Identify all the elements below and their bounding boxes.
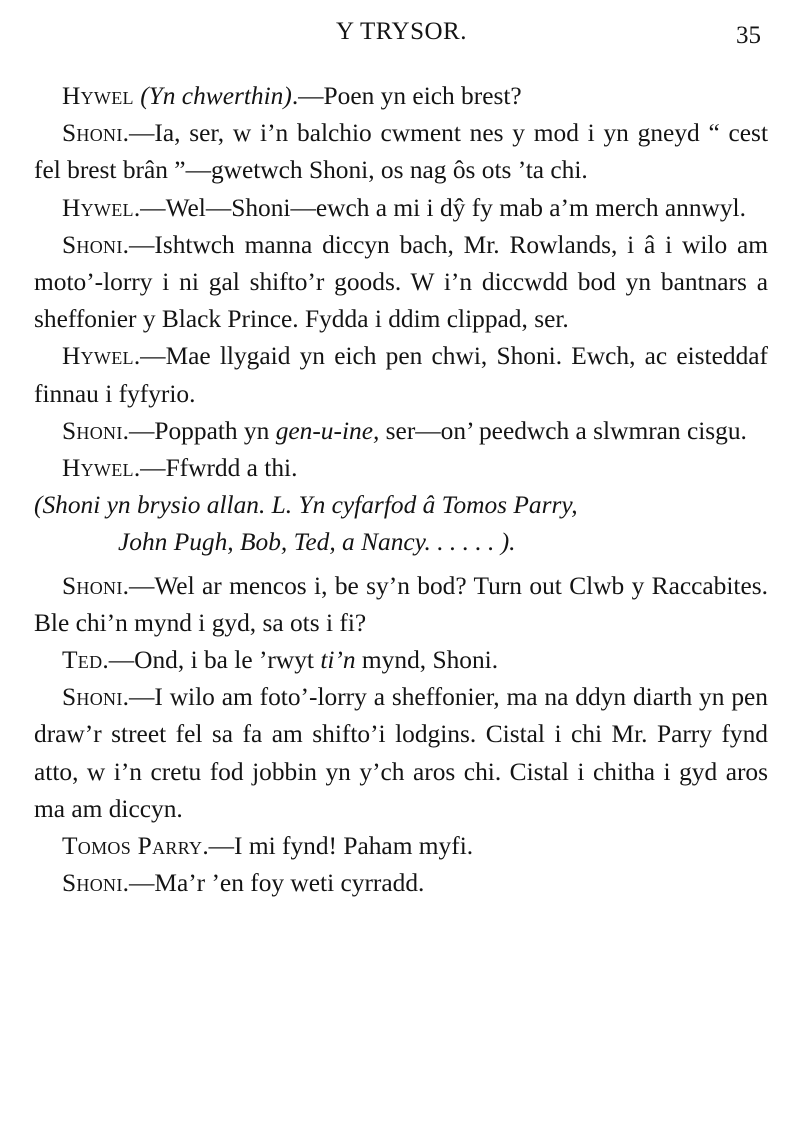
dialogue-text: .—Ia, ser, w i’n balchio cwment nes y mod i yn gneyd “ cest fel brest brân ”—gwetwch Shoni, os nag ôs ots ’ta chi. [34, 119, 768, 185]
stage-direction-line: (Shoni yn brysio allan. L. Yn cyfarfod â Tomos Parry, [34, 491, 578, 520]
dialogue-paragraph [34, 642, 768, 679]
dialogue-paragraph [34, 568, 768, 642]
speaker-name: Shoni [62, 869, 123, 898]
speaker-name: Tomos Parry [62, 832, 203, 861]
dialogue-paragraph [34, 413, 768, 450]
speaker-name: Ted [62, 646, 103, 675]
dialogue-text: .—I wilo am foto’-lorry a sheffonier, ma na ddyn diarth yn pen draw’r street fel sa fa am shifto’i lodgins. Cistal i chi Mr. Parry fynd atto, w i’n cretu fod jobbin yn y’ch aros chi. Cistal i chitha i gyd aros ma am diccyn. [34, 683, 768, 823]
dialogue-text: .—Wel—Shoni—ewch a mi i dŷ fy mab a’m merch annwyl. [133, 193, 746, 222]
running-header [0, 14, 803, 54]
running-title: Y TRYSOR. [336, 18, 467, 45]
dialogue-text: mynd, Shoni. [355, 646, 499, 675]
dialogue-paragraph [34, 338, 768, 412]
page-number: 35 [736, 22, 761, 49]
speaker-name: Hywel [62, 342, 134, 371]
play-text [34, 78, 768, 902]
speaker-name: Shoni [62, 416, 123, 445]
dialogue-text: .—I mi fynd! Paham myfi. [202, 832, 474, 861]
dialogue-paragraph [34, 115, 768, 189]
speaker-name: Shoni [62, 119, 123, 148]
dialogue-text: .—Poen yn eich brest? [291, 82, 522, 110]
dialogue-italic: gen-u-ine, [275, 416, 380, 445]
stage-direction-line: John Pugh, Bob, Ted, a Nancy. . . . . . ). [118, 528, 516, 557]
dialogue-text: .—Wel ar mencos i, be sy’n bod? Turn out Clwb y Raccabites. Ble chi’n mynd i gyd, sa ots i fi? [34, 571, 768, 637]
stage-direction: (Yn chwerthin) [140, 82, 292, 110]
dialogue-paragraph [34, 450, 768, 487]
dialogue-paragraph [34, 679, 768, 828]
stage-direction-block [34, 487, 768, 561]
speaker-name: Hywel [62, 193, 134, 222]
speaker-name: Shoni [62, 230, 123, 259]
speaker-name: Shoni [62, 571, 123, 600]
speaker-name: Shoni [62, 683, 123, 712]
speaker-name: Hywel [62, 454, 134, 483]
dialogue-paragraph [34, 227, 768, 339]
dialogue-paragraph [34, 78, 768, 115]
dialogue-text: .—Ishtwch manna diccyn bach, Mr. Rowlands, i â i wilo am moto’-lorry i ni gal shifto’r goods. W i’n diccwdd bod yn bantnars a sheffonier y Black Prince. Fydda i ddim clippad, ser. [34, 230, 768, 334]
speaker-name: Hywel [62, 82, 134, 110]
dialogue-italic: ti’n [320, 646, 356, 675]
dialogue-text: .—Ma’r ’en foy weti cyrradd. [122, 869, 425, 898]
dialogue-text: .—Mae llygaid yn eich pen chwi, Shoni. Ewch, ac eisteddaf finnau i fyfyrio. [34, 342, 768, 408]
dialogue-paragraph [34, 865, 768, 902]
dialogue-text: .—Poppath yn [122, 416, 276, 445]
dialogue-text: .—Ond, i ba le ’rwyt [102, 646, 321, 675]
dialogue-paragraph [34, 190, 768, 227]
dialogue-text: .—Ffwrdd a thi. [133, 454, 298, 483]
dialogue-paragraph [34, 828, 768, 865]
dialogue-text: ser—on’ peedwch a slwmran cisgu. [379, 416, 747, 445]
